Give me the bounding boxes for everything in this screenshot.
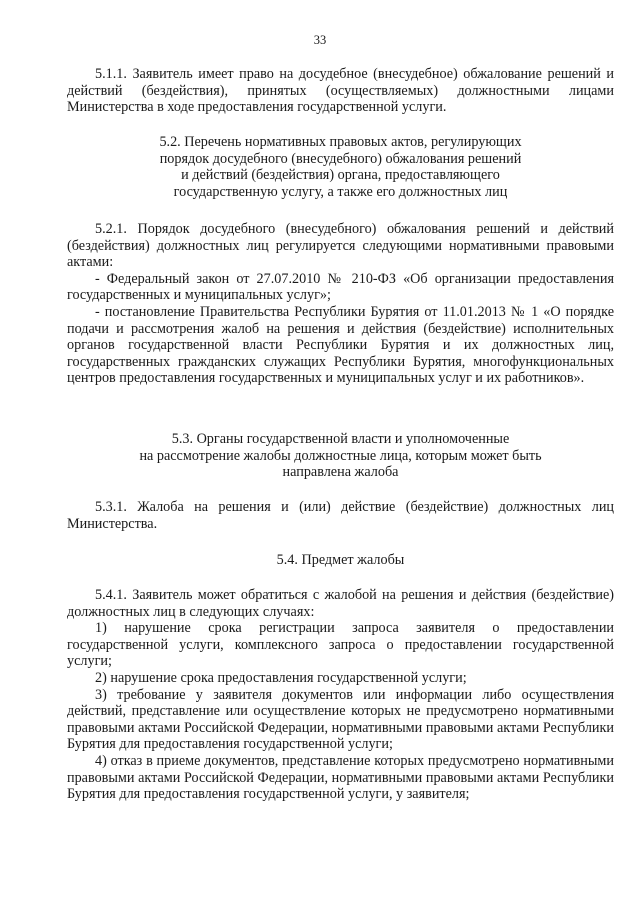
list-item-resolution: - постановление Правительства Республики Бурятия от 11.01.2013 № 1 «О порядке подачи и рассмотрения жалоб на решения и действия (бездействие) исполнительных органов государственной власти Республики Бурятия и их должностных лиц, государственных гражданских служащих Республики Бурятия, многофункциональных центров предоставления государственных и муниципальных услуг и их работников». — [67, 303, 614, 387]
heading-5-3-line-3: направлена жалоба — [282, 464, 399, 481]
heading-5-2-line-3: и действий (бездействия) органа, предоставляющего — [181, 167, 500, 184]
list-item-federal-law: - Федеральный закон от 27.07.2010 № 210-ФЗ «Об организации предоставления государственных и муниципальных услуг»; — [67, 270, 614, 304]
list-item-4: 4) отказ в приеме документов, представление которых предусмотрено нормативными правовыми актами Российской Федерации, нормативными правовыми актами Республики Бурятия для предоставления государственной услуги, у заявителя; — [67, 752, 614, 803]
paragraph-5-1-1: 5.1.1. Заявитель имеет право на досудебное (внесудебное) обжалование решений и действий (бездействия), принятых (осуществляемых) должностными лицами Министерства в ходе предоставления государственной услуги. — [67, 66, 614, 116]
paragraph-5-4-1 — [67, 587, 614, 803]
heading-5-2-line-4: государственную услугу, а также его должностных лиц — [173, 183, 508, 200]
paragraph-5-2-1 — [67, 221, 614, 387]
paragraph-5-3-1: 5.3.1. Жалоба на решения и (или) действие (бездействие) должностных лиц Министерства. — [67, 499, 614, 532]
page-number: 33 — [313, 33, 327, 47]
paragraph-5-2-1-intro: 5.2.1. Порядок досудебного (внесудебного) обжалования решений и действий (бездействия) должностных лиц регулируется следующими нормативными правовыми актами: — [67, 221, 614, 271]
list-item-3: 3) требование у заявителя документов или информации либо осуществления действий, представление или осуществление которых не предусмотрено нормативными правовыми актами Российской Федерации, нормативными правовыми актами Республики Бурятия для предоставления государственной услуги; — [67, 686, 614, 753]
heading-5-4 — [67, 552, 614, 569]
heading-5-2-line-2: порядок досудебного (внесудебного) обжалования решений — [159, 150, 522, 167]
heading-5-4-line-1: 5.4. Предмет жалобы — [276, 552, 405, 568]
paragraph-5-4-1-intro: 5.4.1. Заявитель может обратиться с жалобой на решения и действия (бездействие) должностных лиц в следующих случаях: — [67, 587, 614, 620]
heading-5-3 — [67, 431, 614, 481]
heading-5-3-line-1: 5.3. Органы государственной власти и уполномоченные — [171, 431, 510, 447]
heading-5-2 — [67, 134, 614, 200]
list-item-1: 1) нарушение срока регистрации запроса заявителя о предоставлении государственной услуги, комплексного запроса о предоставлении государственной услуги; — [67, 620, 614, 670]
list-item-2: 2) нарушение срока предоставления государственной услуги; — [95, 669, 467, 686]
heading-5-2-line-1: 5.2. Перечень нормативных правовых актов, регулирующих — [159, 134, 522, 150]
heading-5-3-line-2: на рассмотрение жалобы должностные лица, которым может быть — [139, 447, 542, 464]
